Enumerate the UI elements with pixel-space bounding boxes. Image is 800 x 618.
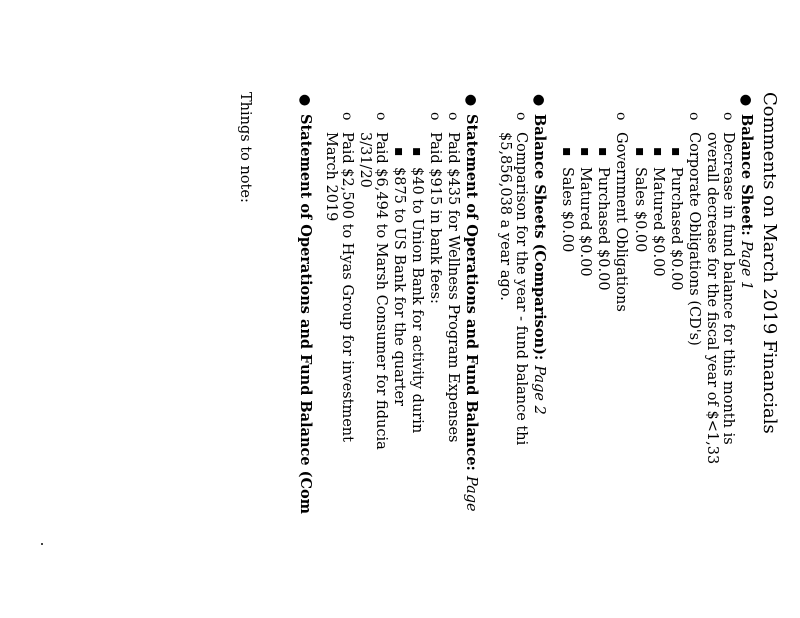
list-item: $40 to Union Bank for activity durin	[409, 167, 425, 434]
list-item: Corporate Obligations (CD's)	[686, 132, 702, 346]
bullet-icon	[464, 94, 478, 106]
list-item: March 2019	[323, 132, 339, 222]
list-item: Comparison for the year - fund balance thi	[513, 132, 529, 446]
speck-mark	[41, 543, 43, 545]
square-bullet-icon	[651, 147, 665, 157]
list-item: Government Obligations	[613, 132, 629, 312]
section-heading-statement-ops: Statement of Operations and Fund Balance: Page	[463, 114, 480, 512]
bullet-icon	[532, 94, 546, 106]
list-item: Paid $2,500 to Hyas Group for investment	[339, 132, 355, 442]
section-heading-balance-sheet: Balance Sheet: Page 1	[738, 114, 755, 291]
list-item: Decrease in fund balance for this month is	[720, 132, 736, 445]
bullet-icon	[298, 94, 312, 106]
list-item: Paid $435 for Wellness Program Expenses	[445, 132, 461, 443]
section-heading-statement-ops-comparison: Statement of Operations and Fund Balance (Com	[297, 114, 314, 515]
section-heading-balance-comparison: Balance Sheets (Comparison): Page 2	[531, 114, 548, 415]
page-ref: Page 2	[531, 365, 547, 415]
list-item: Matured $0.00	[650, 167, 666, 277]
list-item: Sales $0.00	[632, 167, 648, 253]
bullet-icon	[739, 94, 753, 106]
things-to-note-label: Things to note:	[237, 92, 253, 203]
circle-bullet-icon	[428, 112, 442, 120]
square-bullet-icon	[560, 147, 574, 157]
square-bullet-icon	[410, 147, 424, 157]
square-bullet-icon	[578, 147, 592, 157]
square-bullet-icon	[596, 147, 610, 157]
list-item: $5,856,038 a year ago.	[497, 132, 513, 301]
circle-bullet-icon	[614, 112, 628, 120]
page-ref: Page 1	[738, 240, 754, 291]
list-item: Matured $0.00	[577, 167, 593, 277]
list-item: Paid $6,494 to Marsh Consumer for fiducia	[373, 132, 389, 450]
circle-bullet-icon	[446, 112, 460, 120]
circle-bullet-icon	[687, 112, 701, 120]
circle-bullet-icon	[721, 112, 735, 120]
list-item: Sales $0.00	[559, 167, 575, 253]
square-bullet-icon	[392, 147, 406, 157]
circle-bullet-icon	[514, 112, 528, 120]
circle-bullet-icon	[374, 112, 388, 120]
list-item: overall decrease for the fiscal year of $<1,33	[704, 132, 720, 465]
square-bullet-icon	[633, 147, 647, 157]
list-item: Paid $915 in bank fees:	[427, 132, 443, 304]
rotated-document	[218, 92, 778, 618]
list-item: Purchased $0.00	[595, 167, 611, 291]
document-title: Comments on March 2019 Financials	[759, 92, 780, 434]
square-bullet-icon	[669, 147, 683, 157]
list-item: $875 to US Bank for the quarter	[391, 167, 407, 407]
circle-bullet-icon	[340, 112, 354, 120]
list-item: 3/31/20	[357, 132, 373, 188]
page-ref: Page	[463, 475, 479, 512]
list-item: Purchased $0.00	[668, 167, 684, 291]
